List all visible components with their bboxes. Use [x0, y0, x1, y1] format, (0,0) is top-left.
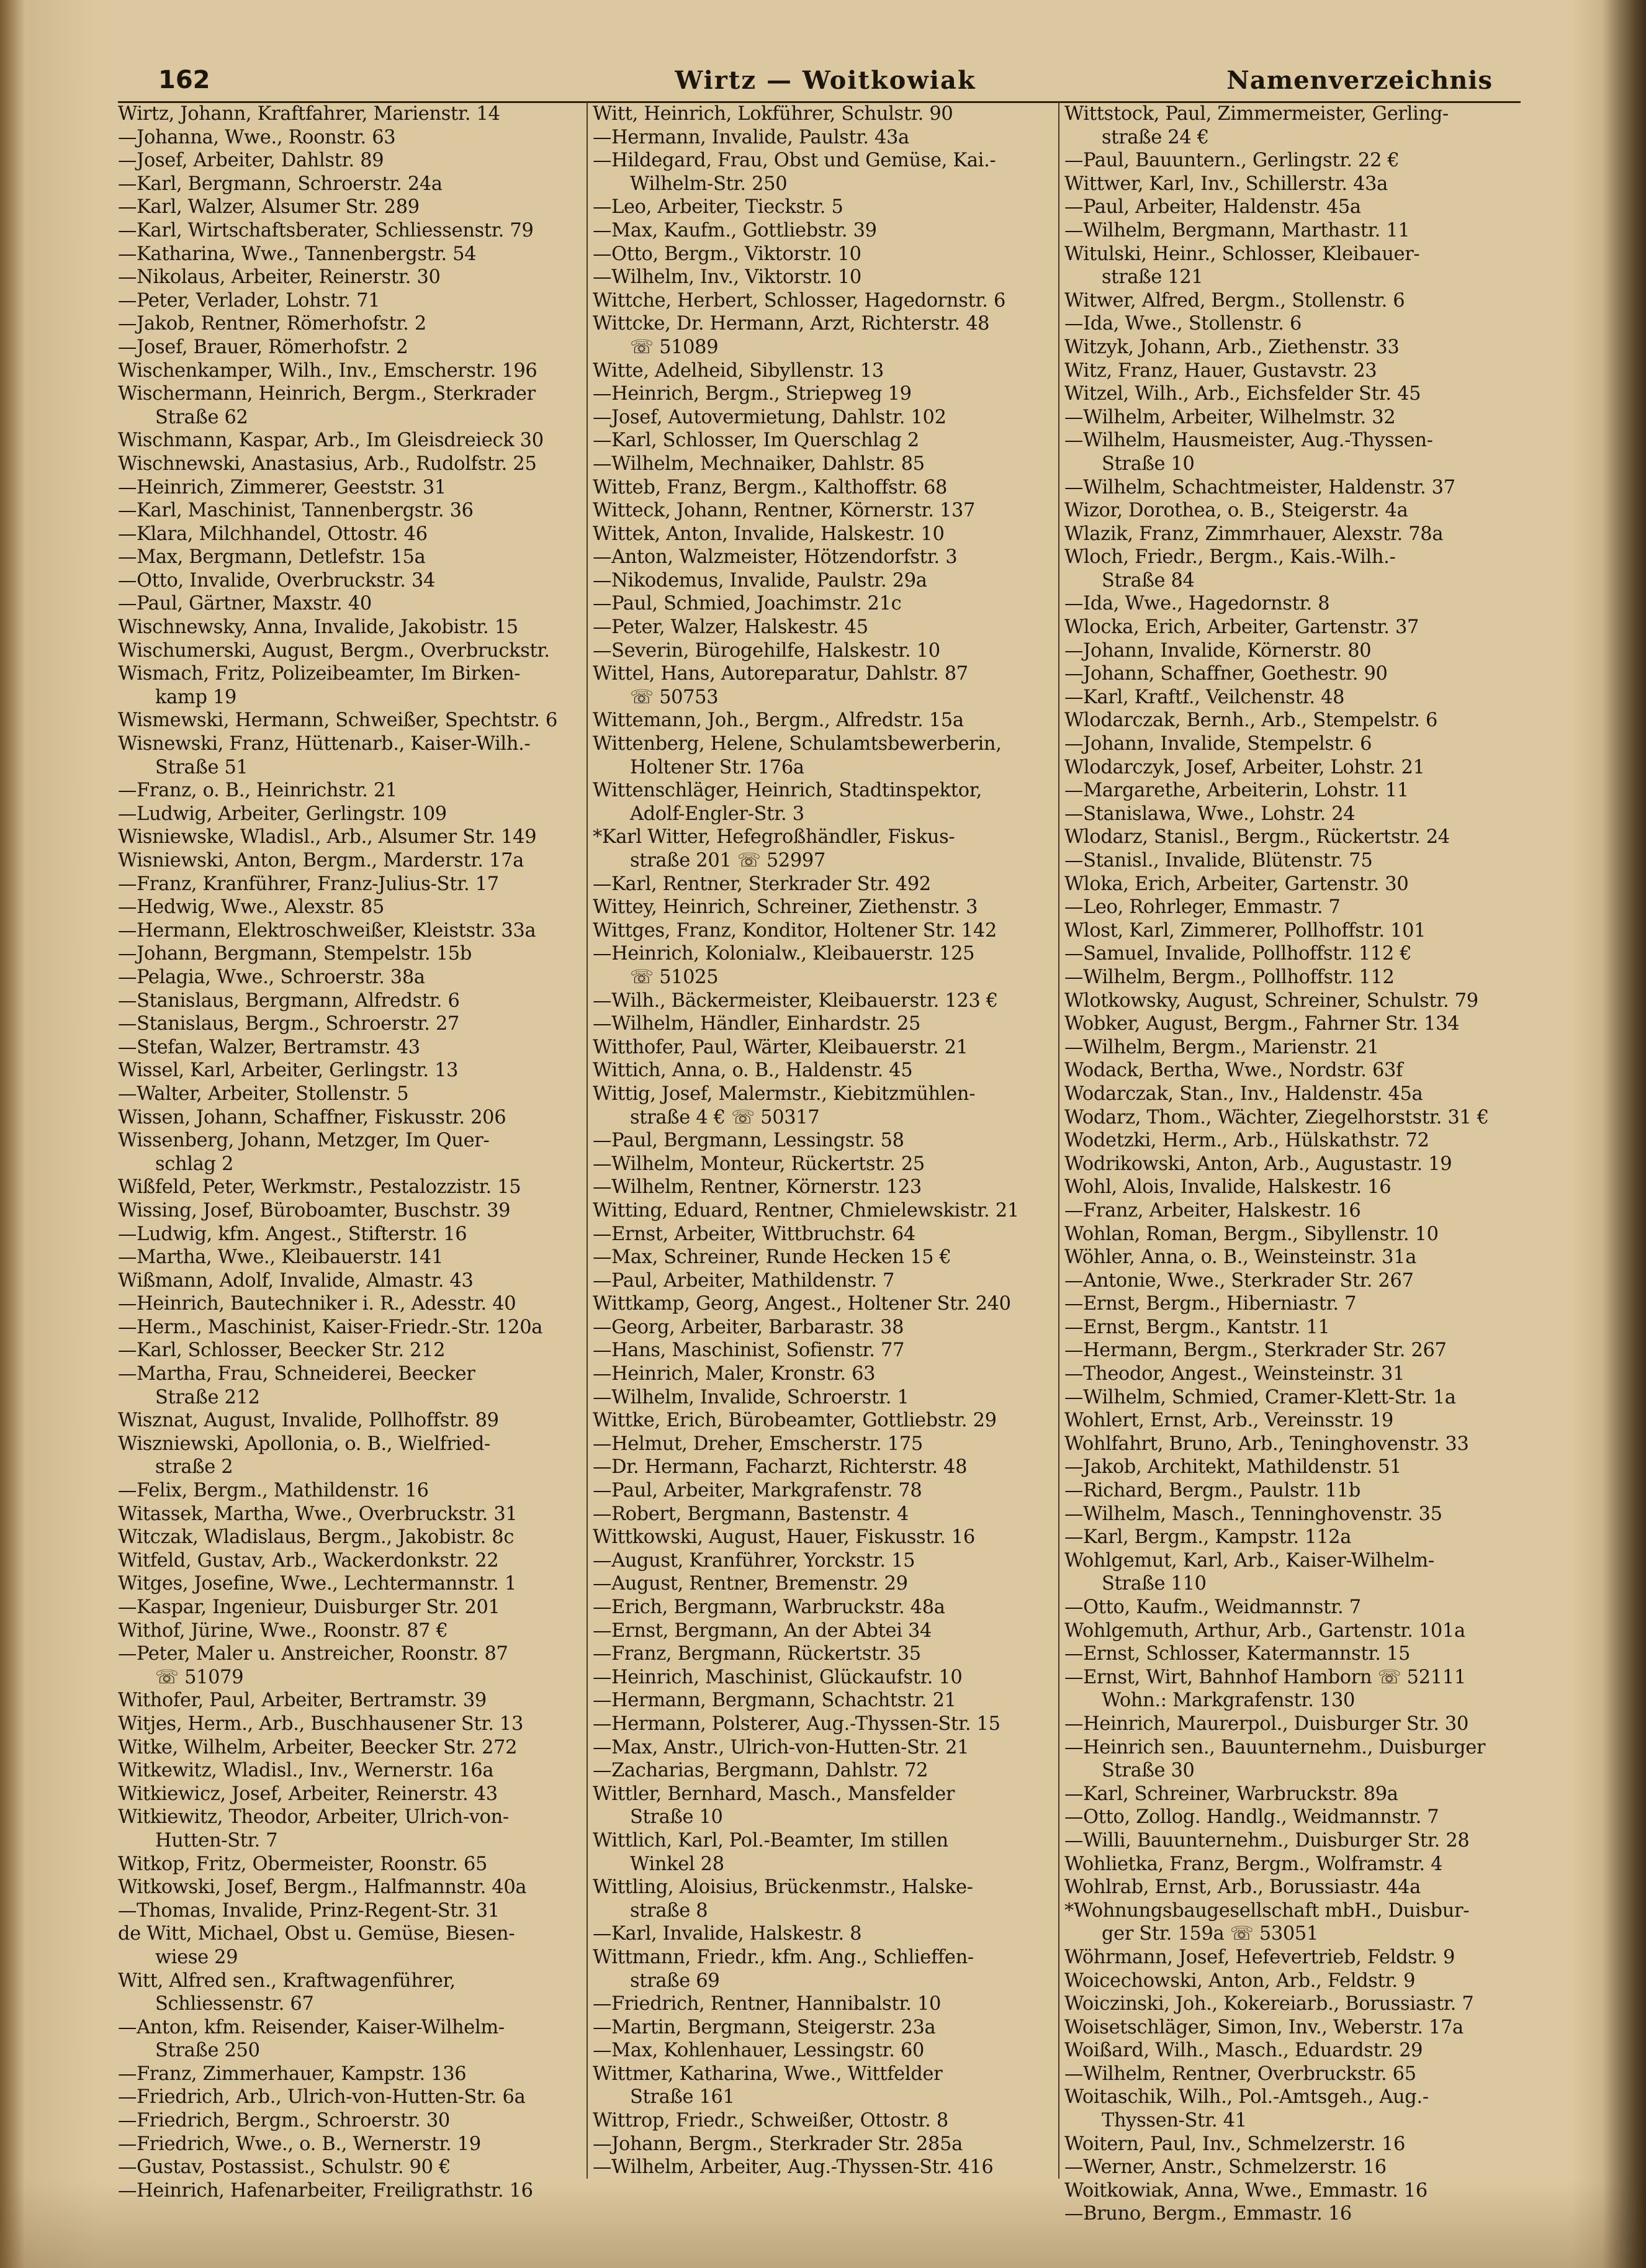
directory-entry: Wöhrmann, Josef, Hefevertrieb, Feldstr. 9: [1064, 1946, 1455, 1968]
directory-entry: —Paul, Schmied, Joachimstr. 21c: [593, 593, 902, 615]
directory-entry: —Ernst, Bergmann, An der Abtei 34: [593, 1619, 932, 1642]
directory-entry: —Stanislaus, Bergmann, Alfredstr. 6: [118, 989, 460, 1012]
directory-entry: Wittek, Anton, Invalide, Halskestr. 10: [593, 523, 945, 545]
directory-entry-continuation: ☏ 50753: [630, 686, 719, 708]
directory-entry: —Otto, Invalide, Overbruckstr. 34: [118, 569, 436, 592]
directory-entry: —Jakob, Rentner, Römerhofstr. 2: [118, 313, 426, 335]
directory-entry: —Johanna, Wwe., Roonstr. 63: [118, 126, 396, 148]
directory-entry: Wisznat, August, Invalide, Pollhoffstr. 89: [118, 1410, 499, 1432]
directory-entry: —Peter, Maler u. Anstreicher, Roonstr. 87: [118, 1643, 508, 1665]
directory-entry: —Karl, Walzer, Alsumer Str. 289: [118, 196, 420, 218]
directory-entry: —Johann, Invalide, Körnerstr. 80: [1064, 639, 1372, 662]
directory-entry: —Wilhelm, Rentner, Körnerstr. 123: [593, 1176, 922, 1199]
directory-entry: Wlodarczak, Bernh., Arb., Stempelstr. 6: [1064, 709, 1438, 732]
directory-entry: —Peter, Verlader, Lohstr. 71: [118, 289, 380, 312]
directory-entry: —Werner, Anstr., Schmelzerstr. 16: [1064, 2156, 1387, 2179]
directory-entry: —Wilhelm, Rentner, Overbruckstr. 65: [1064, 2063, 1416, 2085]
directory-entry: Wittenberg, Helene, Schulamtsbewerberin,: [593, 733, 1002, 755]
directory-entry: —Zacharias, Bergmann, Dahlstr. 72: [593, 1760, 929, 1782]
directory-entry: Wohlgemut, Karl, Arb., Kaiser-Wilhelm-: [1064, 1549, 1434, 1572]
directory-entry: —Stanisl., Invalide, Blütenstr. 75: [1064, 850, 1373, 871]
directory-entry: —Paul, Bergmann, Lessingstr. 58: [593, 1130, 904, 1152]
directory-entry: Wlazik, Franz, Zimmrhauer, Alexstr. 78a: [1064, 523, 1444, 545]
directory-entry: —Hermann, Polsterer, Aug.-Thyssen-Str. 15: [593, 1712, 1001, 1735]
page-edge-shadow-right: [1603, 0, 1646, 2268]
directory-entry: —Friedrich, Rentner, Hannibalstr. 10: [593, 1993, 942, 2015]
directory-entry: Wlodarz, Stanisl., Bergm., Rückertstr. 24: [1064, 826, 1450, 848]
directory-entry: —Stefan, Walzer, Bertramstr. 43: [118, 1036, 420, 1058]
directory-entry: Wohlan, Roman, Bergm., Sibyllenstr. 10: [1064, 1223, 1439, 1245]
directory-entry: —Wilh., Bäckermeister, Kleibauerstr. 123 €: [593, 989, 998, 1012]
directory-entry: —Walter, Arbeiter, Stollenstr. 5: [118, 1082, 409, 1105]
directory-entry: —Karl, Schlosser, Beecker Str. 212: [118, 1339, 446, 1362]
directory-entry: —Hildegard, Frau, Obst und Gemüse, Kai.-: [593, 150, 996, 172]
directory-entry: —Heinrich, Kolonialw., Kleibauerstr. 125: [593, 943, 975, 965]
directory-entry: Woisetschläger, Simon, Inv., Weberstr. 17a: [1064, 2016, 1464, 2038]
directory-entry: Wodarz, Thom., Wächter, Ziegelhorststr. 31 €: [1064, 1106, 1489, 1128]
directory-entry: —Josef, Arbeiter, Dahlstr. 89: [118, 150, 384, 172]
directory-entry: —Johann, Schaffner, Goethestr. 90: [1064, 663, 1388, 685]
directory-entry: Wohlgemuth, Arthur, Arb., Gartenstr. 101a: [1064, 1619, 1465, 1642]
directory-entry: Wittke, Erich, Bürobeamter, Gottliebstr. 29: [593, 1410, 997, 1432]
directory-entry: —Karl, Kraftf., Veilchenstr. 48: [1064, 686, 1345, 708]
directory-entry: Wittges, Franz, Konditor, Holtener Str. 142: [593, 919, 997, 942]
directory-entry-continuation: Wilhelm-Str. 250: [630, 173, 788, 195]
directory-entry: Witkowski, Josef, Bergm., Halfmannstr. 40a: [118, 1876, 527, 1899]
directory-entry: —Georg, Arbeiter, Barbarastr. 38: [593, 1316, 904, 1338]
directory-entry: Wittrop, Friedr., Schweißer, Ottostr. 8: [593, 2110, 948, 2132]
directory-entry: Withofer, Paul, Arbeiter, Bertramstr. 39: [118, 1690, 487, 1712]
directory-entry: Wissing, Josef, Büroboamter, Buschstr. 39: [118, 1199, 511, 1222]
directory-entry: —Karl, Rentner, Sterkrader Str. 492: [593, 873, 931, 895]
directory-entry: Wittig, Josef, Malermstr., Kiebitzmühlen-: [593, 1082, 976, 1105]
directory-entry-continuation: Straße 10: [1102, 452, 1195, 475]
directory-entry: Wirtz, Johann, Kraftfahrer, Marienstr. 14: [118, 103, 500, 125]
directory-entry: de Witt, Michael, Obst u. Gemüse, Biesen-: [118, 1923, 515, 1945]
directory-entry-continuation: Straße 212: [155, 1386, 260, 1408]
directory-entry: Witt, Alfred sen., Kraftwagenführer,: [118, 1969, 456, 1992]
directory-entry: —Thomas, Invalide, Prinz-Regent-Str. 31: [118, 1899, 500, 1922]
directory-entry: Witkewitz, Wladisl., Inv., Wernerstr. 16a: [118, 1760, 494, 1782]
directory-entry: —Ernst, Arbeiter, Wittbruchstr. 64: [593, 1223, 915, 1245]
directory-entry: Witteb, Franz, Bergm., Kalthoffstr. 68: [593, 476, 948, 498]
directory-entry-continuation: Adolf-Engler-Str. 3: [630, 803, 804, 825]
directory-entry: Wlodarczyk, Josef, Arbeiter, Lohstr. 21: [1064, 756, 1425, 778]
directory-entry: —Leo, Arbeiter, Tieckstr. 5: [593, 196, 843, 218]
directory-entry: —Wilhelm, Invalide, Schroerstr. 1: [593, 1386, 909, 1408]
directory-column-2: [593, 102, 1049, 2179]
directory-entry: Wlotkowsky, August, Schreiner, Schulstr. 79: [1064, 989, 1478, 1012]
directory-entry: Withof, Jürine, Wwe., Roonstr. 87 €: [118, 1619, 448, 1642]
directory-entry: —Otto, Bergm., Viktorstr. 10: [593, 243, 861, 265]
directory-entry: Wittel, Hans, Autoreparatur, Dahlstr. 87: [593, 663, 968, 685]
directory-entry: Wloka, Erich, Arbeiter, Gartenstr. 30: [1064, 873, 1409, 895]
directory-entry: —Wilhelm, Inv., Viktorstr. 10: [593, 266, 861, 289]
directory-entry: Wischnewski, Anastasius, Arb., Rudolfstr. 25: [118, 452, 537, 475]
directory-entry: —Felix, Bergm., Mathildenstr. 16: [118, 1480, 429, 1502]
directory-entry: Wischmann, Kaspar, Arb., Im Gleisdreieck 30: [118, 430, 544, 452]
directory-entry-continuation: Straße 161: [630, 2086, 735, 2108]
directory-entry: Witt, Heinrich, Lokführer, Schulstr. 90: [593, 103, 953, 125]
directory-entry: Wizor, Dorothea, o. B., Steigerstr. 4a: [1064, 500, 1408, 522]
directory-entry: —Stanislaus, Bergm., Schroerstr. 27: [118, 1013, 460, 1035]
directory-entry: Wischumerski, August, Bergm., Overbruckstr.: [118, 639, 550, 662]
directory-entry: —Anton, Walzmeister, Hötzendorfstr. 3: [593, 546, 958, 569]
directory-entry: —Karl, Bergmann, Schroerstr. 24a: [118, 173, 443, 195]
page-edge-shadow-left: [0, 0, 25, 2268]
page-header: [158, 61, 1493, 104]
directory-entry: —Ernst, Wirt, Bahnhof Hamborn ☏ 52111: [1064, 1666, 1466, 1688]
directory-entry: —Robert, Bergmann, Bastenstr. 4: [593, 1503, 909, 1525]
directory-entry: —Wilhelm, Schmied, Cramer-Klett-Str. 1a: [1064, 1386, 1456, 1408]
directory-entry: Wittwer, Karl, Inv., Schillerstr. 43a: [1064, 173, 1388, 195]
directory-entry: —Samuel, Invalide, Pollhoffstr. 112 €: [1064, 943, 1412, 965]
directory-entry: —Heinrich, Bergm., Striepweg 19: [593, 383, 912, 405]
directory-entry-continuation: ☏ 51025: [630, 966, 719, 988]
directory-entry: —Paul, Bauuntern., Gerlingstr. 22 €: [1064, 150, 1400, 172]
directory-entry: Witjes, Herm., Arb., Buschhausener Str. 13: [118, 1712, 523, 1735]
directory-entry: —Heinrich, Maler, Kronstr. 63: [593, 1363, 876, 1385]
directory-entry: Witkop, Fritz, Obermeister, Roonstr. 65: [118, 1853, 488, 1875]
directory-entry: Wohlert, Ernst, Arb., Vereinsstr. 19: [1064, 1410, 1393, 1432]
directory-entry: Witwer, Alfred, Bergm., Stollenstr. 6: [1064, 289, 1405, 312]
directory-entry-continuation: Wohn.: Markgrafenstr. 130: [1102, 1690, 1356, 1712]
directory-entry: Wohlfahrt, Bruno, Arb., Teninghovenstr. 33: [1064, 1433, 1469, 1455]
directory-entry: Wiszniewski, Apollonia, o. B., Wielfried-: [118, 1433, 490, 1455]
directory-entry: —Franz, Bergmann, Rückertstr. 35: [593, 1643, 921, 1665]
directory-entry: —Herm., Maschinist, Kaiser-Friedr.-Str. 120a: [118, 1316, 543, 1338]
directory-entry: Wodetzki, Herm., Arb., Hülskathstr. 72: [1064, 1130, 1429, 1152]
directory-entry: —Wilhelm, Arbeiter, Aug.-Thyssen-Str. 416: [593, 2156, 994, 2179]
column-divider: [587, 102, 588, 2179]
directory-entry: Wittemann, Joh., Bergm., Alfredstr. 15a: [593, 709, 964, 732]
column-divider: [1058, 102, 1059, 2179]
directory-entry-continuation: Straße 10: [630, 1806, 723, 1829]
directory-entry: —Ernst, Schlosser, Katermannstr. 15: [1064, 1643, 1411, 1665]
directory-entry-continuation: Schliessenstr. 67: [155, 1993, 314, 2015]
directory-entry: Wismewski, Hermann, Schweißer, Spechtstr. 6: [118, 709, 558, 732]
directory-entry-continuation: Thyssen-Str. 41: [1102, 2110, 1247, 2132]
directory-entry-continuation: straße 201 ☏ 52997: [630, 850, 826, 871]
directory-entry: —Hermann, Bergmann, Schachtstr. 21: [593, 1690, 956, 1712]
directory-entry-continuation: Straße 84: [1102, 569, 1195, 592]
directory-entry: —Wilhelm, Händler, Einhardstr. 25: [593, 1013, 921, 1035]
directory-entry: Wittlich, Karl, Pol.-Beamter, Im stillen: [593, 1829, 948, 1852]
directory-entry: —Karl, Invalide, Halskestr. 8: [593, 1923, 862, 1945]
directory-entry: —Klara, Milchhandel, Ottostr. 46: [118, 523, 428, 545]
directory-entry: Wohlrab, Ernst, Arb., Borussiastr. 44a: [1064, 1876, 1421, 1899]
directory-entry: Wisnewski, Franz, Hüttenarb., Kaiser-Wilh.-: [118, 733, 531, 755]
directory-entry: —Wilhelm, Masch., Tenninghovenstr. 35: [1064, 1503, 1442, 1525]
running-title: Wirtz — Woitkowiak: [675, 66, 976, 95]
directory-entry-continuation: Straße 51: [155, 756, 248, 778]
section-title: Namenverzeichnis: [1226, 66, 1493, 95]
directory-entry: Witthofer, Paul, Wärter, Kleibauerstr. 21: [593, 1036, 968, 1058]
directory-entry: —Paul, Gärtner, Maxstr. 40: [118, 593, 372, 615]
directory-entry: Wissel, Karl, Arbeiter, Gerlingstr. 13: [118, 1060, 459, 1082]
directory-entry: Wischenkamper, Wilh., Inv., Emscherstr. 196: [118, 359, 537, 382]
directory-entry: Wlocka, Erich, Arbeiter, Gartenstr. 37: [1064, 616, 1419, 639]
directory-entry-continuation: ☏ 51079: [155, 1666, 244, 1688]
directory-entry: *Karl Witter, Hefegroßhändler, Fiskus-: [593, 826, 955, 848]
directory-entry: Witkiewitz, Theodor, Arbeiter, Ulrich-von-: [118, 1806, 509, 1829]
directory-entry: Wittmer, Katharina, Wwe., Wittfelder: [593, 2063, 943, 2085]
directory-entry: —Gustav, Postassist., Schulstr. 90 €: [118, 2156, 451, 2179]
directory-entry: —Theodor, Angest., Weinsteinstr. 31: [1064, 1363, 1405, 1385]
directory-entry: —Ida, Wwe., Hagedornstr. 8: [1064, 593, 1330, 615]
directory-entry: —August, Rentner, Bremenstr. 29: [593, 1573, 908, 1595]
directory-entry: —Paul, Arbeiter, Haldenstr. 45a: [1064, 196, 1361, 218]
directory-entry: —Max, Bergmann, Detlefstr. 15a: [118, 546, 426, 569]
directory-entry: Wittler, Bernhard, Masch., Mansfelder: [593, 1783, 955, 1805]
page-number: 162: [158, 66, 210, 94]
directory-entry: —Heinrich, Maschinist, Glückaufstr. 10: [593, 1666, 963, 1688]
directory-entry: Wlost, Karl, Zimmerer, Pollhoffstr. 101: [1064, 919, 1426, 942]
directory-entry-continuation: wiese 29: [155, 1946, 238, 1968]
directory-entry: —Wilhelm, Bergm., Marienstr. 21: [1064, 1036, 1379, 1058]
directory-entry: —Antonie, Wwe., Sterkrader Str. 267: [1064, 1269, 1414, 1292]
directory-entry-continuation: Straße 250: [155, 2040, 260, 2062]
directory-entry: —Severin, Bürogehilfe, Halskestr. 10: [593, 639, 940, 662]
directory-entry: —Bruno, Bergm., Emmastr. 16: [1064, 2203, 1352, 2225]
directory-entry: Wittenschläger, Heinrich, Stadtinspektor,: [593, 780, 982, 802]
directory-entry: —Anton, kfm. Reisender, Kaiser-Wilhelm-: [118, 2016, 505, 2038]
directory-entry: Witteck, Johann, Rentner, Körnerstr. 137: [593, 500, 976, 522]
directory-entry-continuation: straße 121: [1102, 266, 1203, 289]
directory-entry: Wischermann, Heinrich, Bergm., Sterkrader: [118, 383, 536, 405]
directory-entry-continuation: Straße 62: [155, 406, 248, 428]
directory-entry: —Wilhelm, Schachtmeister, Haldenstr. 37: [1064, 476, 1455, 498]
directory-entry: —Wilhelm, Monteur, Rückertstr. 25: [593, 1153, 925, 1175]
directory-entry-continuation: Hutten-Str. 7: [155, 1829, 278, 1852]
directory-entry-continuation: kamp 19: [155, 686, 237, 708]
directory-entry: —Hermann, Elektroschweißer, Kleiststr. 33a: [118, 919, 536, 942]
directory-entry: —Kaspar, Ingenieur, Duisburger Str. 201: [118, 1596, 500, 1618]
directory-entry: —Katharina, Wwe., Tannenbergstr. 54: [118, 243, 477, 265]
directory-entry: —Friedrich, Bergm., Schroerstr. 30: [118, 2110, 450, 2132]
directory-entry: Witzyk, Johann, Arb., Ziethenstr. 33: [1064, 336, 1400, 358]
directory-entry: —Richard, Bergm., Paulstr. 11b: [1064, 1480, 1361, 1502]
directory-entry: —Wilhelm, Mechnaiker, Dahlstr. 85: [593, 452, 925, 475]
directory-entry: Woiczinski, Joh., Kokereiarb., Borussiastr. 7: [1064, 1993, 1474, 2015]
directory-entry: —Friedrich, Arb., Ulrich-von-Hutten-Str. 6a: [118, 2086, 526, 2108]
directory-entry: Wittstock, Paul, Zimmermeister, Gerling-: [1064, 103, 1449, 125]
directory-entry: —Martha, Wwe., Kleibauerstr. 141: [118, 1246, 444, 1269]
directory-entry: Wittich, Anna, o. B., Haldenstr. 45: [593, 1060, 913, 1082]
directory-entry: *Wohnungsbaugesellschaft mbH., Duisbur-: [1064, 1899, 1470, 1922]
directory-entry: Wöhler, Anna, o. B., Weinsteinstr. 31a: [1064, 1246, 1417, 1269]
directory-entry: —Wilhelm, Bergmann, Marthastr. 11: [1064, 219, 1410, 241]
directory-entry: —Franz, Zimmerhauer, Kampstr. 136: [118, 2063, 467, 2085]
directory-entry: —Helmut, Dreher, Emscherstr. 175: [593, 1433, 923, 1455]
directory-entry: —Franz, Kranführer, Franz-Julius-Str. 17: [118, 873, 499, 895]
directory-entry: —Franz, o. B., Heinrichstr. 21: [118, 780, 398, 802]
directory-entry: Wißmann, Adolf, Invalide, Almastr. 43: [118, 1269, 474, 1292]
directory-entry: Wittkamp, Georg, Angest., Holtener Str. 240: [593, 1293, 1011, 1315]
directory-entry: —Johann, Bergmann, Stempelstr. 15b: [118, 943, 472, 965]
directory-entry: —Peter, Walzer, Halskestr. 45: [593, 616, 868, 639]
directory-entry: —Max, Kaufm., Gottliebstr. 39: [593, 219, 877, 241]
directory-entry: —Wilhelm, Bergm., Pollhoffstr. 112: [1064, 966, 1395, 988]
directory-entry: Wohlietka, Franz, Bergm., Wolframstr. 4: [1064, 1853, 1443, 1875]
directory-entry: —Otto, Zollog. Handlg., Weidmannstr. 7: [1064, 1806, 1439, 1829]
directory-entry: —Heinrich, Maurerpol., Duisburger Str. 30: [1064, 1712, 1468, 1735]
directory-entry: —Karl, Wirtschaftsberater, Schliessenstr. 79: [118, 219, 534, 241]
directory-entry-continuation: ger Str. 159a ☏ 53051: [1102, 1923, 1318, 1945]
directory-entry-continuation: straße 24 €: [1102, 126, 1209, 148]
directory-entry: Wobker, August, Bergm., Fahrner Str. 134: [1064, 1013, 1460, 1035]
directory-entry: —Pelagia, Wwe., Schroerstr. 38a: [118, 966, 425, 988]
directory-entry: Wißfeld, Peter, Werkmstr., Pestalozzistr. 15: [118, 1176, 521, 1199]
directory-entry: —Paul, Arbeiter, Mathildenstr. 7: [593, 1269, 895, 1292]
directory-entry: —Heinrich, Bautechniker i. R., Adesstr. 40: [118, 1293, 516, 1315]
directory-entry: —Karl, Bergm., Kampstr. 112a: [1064, 1526, 1352, 1549]
directory-entry: —Johann, Bergm., Sterkrader Str. 285a: [593, 2133, 963, 2155]
directory-entry: —Hedwig, Wwe., Alexstr. 85: [118, 896, 385, 919]
directory-entry: —Wilhelm, Hausmeister, Aug.-Thyssen-: [1064, 430, 1433, 452]
directory-entry: —Josef, Brauer, Römerhofstr. 2: [118, 336, 408, 358]
directory-entry: Wohl, Alois, Invalide, Halskestr. 16: [1064, 1176, 1392, 1199]
directory-entry: —Karl, Schlosser, Im Querschlag 2: [593, 430, 919, 452]
directory-entry: —Hermann, Bergm., Sterkrader Str. 267: [1064, 1339, 1447, 1362]
directory-entry: Witulski, Heinr., Schlosser, Kleibauer-: [1064, 243, 1420, 265]
directory-entry: Witzel, Wilh., Arb., Eichsfelder Str. 45: [1064, 383, 1421, 405]
directory-entry: —Otto, Kaufm., Weidmannstr. 7: [1064, 1596, 1361, 1618]
directory-entry: Woitkowiak, Anna, Wwe., Emmastr. 16: [1064, 2179, 1428, 2202]
directory-entry-continuation: straße 4 € ☏ 50317: [630, 1106, 820, 1128]
directory-entry-continuation: straße 8: [630, 1899, 708, 1922]
directory-entry: Witfeld, Gustav, Arb., Wackerdonkstr. 22: [118, 1549, 499, 1572]
directory-entry: —Karl, Schreiner, Warbruckstr. 89a: [1064, 1783, 1398, 1805]
directory-entry: —Josef, Autovermietung, Dahlstr. 102: [593, 406, 947, 428]
directory-entry: Wismach, Fritz, Polizeibeamter, Im Birken-: [118, 663, 521, 685]
directory-entry: Wittling, Aloisius, Brückenmstr., Halske-: [593, 1876, 973, 1899]
directory-entry: Witte, Adelheid, Sibyllenstr. 13: [593, 359, 884, 382]
directory-entry: Woißard, Wilh., Masch., Eduardstr. 29: [1064, 2040, 1423, 2062]
directory-entry-continuation: Winkel 28: [630, 1853, 724, 1875]
directory-entry: —Hans, Maschinist, Sofienstr. 77: [593, 1339, 905, 1362]
directory-entry-continuation: Straße 30: [1102, 1760, 1195, 1782]
directory-entry: Woicechowski, Anton, Arb., Feldstr. 9: [1064, 1969, 1416, 1992]
directory-entry: —Wilhelm, Arbeiter, Wilhelmstr. 32: [1064, 406, 1396, 428]
directory-entry: —Stanislawa, Wwe., Lohstr. 24: [1064, 803, 1356, 825]
directory-entry: Wisniewski, Anton, Bergm., Marderstr. 17a: [118, 850, 524, 871]
directory-entry: Wittche, Herbert, Schlosser, Hagedornstr. 6: [593, 289, 1006, 312]
directory-entry: Wittkowski, August, Hauer, Fiskusstr. 16: [593, 1526, 975, 1549]
directory-entry: —Ernst, Bergm., Hiberniastr. 7: [1064, 1293, 1357, 1315]
directory-entry: —Dr. Hermann, Facharzt, Richterstr. 48: [593, 1456, 968, 1478]
directory-entry: Witting, Eduard, Rentner, Chmielewskistr. 21: [593, 1199, 1019, 1222]
directory-entry: —Max, Anstr., Ulrich-von-Hutten-Str. 21: [593, 1736, 969, 1758]
directory-entry: —Max, Kohlenhauer, Lessingstr. 60: [593, 2040, 925, 2062]
directory-entry: Wittey, Heinrich, Schreiner, Ziethenstr. 3: [593, 896, 978, 919]
directory-entry: —Max, Schreiner, Runde Hecken 15 €: [593, 1246, 951, 1269]
directory-entry: —Ernst, Bergm., Kantstr. 11: [1064, 1316, 1330, 1338]
directory-entry-continuation: straße 69: [630, 1969, 720, 1992]
directory-column-1: [118, 102, 574, 2202]
directory-entry: —Nikodemus, Invalide, Paulstr. 29a: [593, 569, 927, 592]
directory-entry: Wodrikowski, Anton, Arb., Augustastr. 19: [1064, 1153, 1452, 1175]
directory-entry: Wittcke, Dr. Hermann, Arzt, Richterstr. 48: [593, 313, 990, 335]
directory-entry: Wisniewske, Wladisl., Arb., Alsumer Str. 149: [118, 826, 537, 848]
directory-entry: Witkiewicz, Josef, Arbeiter, Reinerstr. 43: [118, 1783, 498, 1805]
directory-entry: —Erich, Bergmann, Warbruckstr. 48a: [593, 1596, 945, 1618]
directory-entry-continuation: ☏ 51089: [630, 336, 719, 358]
directory-entry: —August, Kranführer, Yorckstr. 15: [593, 1549, 915, 1572]
directory-entry: Witke, Wilhelm, Arbeiter, Beecker Str. 272: [118, 1736, 518, 1758]
directory-entry: —Willi, Bauunternehm., Duisburger Str. 28: [1064, 1829, 1470, 1852]
directory-entry: —Ludwig, kfm. Angest., Stifterstr. 16: [118, 1223, 467, 1245]
directory-entry: —Margarethe, Arbeiterin, Lohstr. 11: [1064, 780, 1409, 802]
directory-entry: Witczak, Wladislaus, Bergm., Jakobistr. 8c: [118, 1526, 515, 1549]
directory-entry-continuation: Straße 110: [1102, 1573, 1207, 1595]
directory-entry: Witassek, Martha, Wwe., Overbruckstr. 31: [118, 1503, 518, 1525]
directory-entry: —Leo, Rohrleger, Emmastr. 7: [1064, 896, 1341, 919]
directory-entry-continuation: Holtener Str. 176a: [630, 756, 804, 778]
directory-entry: Wodarczak, Stan., Inv., Haldenstr. 45a: [1064, 1082, 1423, 1105]
directory-entry: —Hermann, Invalide, Paulstr. 43a: [593, 126, 909, 148]
directory-entry: —Martin, Bergmann, Steigerstr. 23a: [593, 2016, 936, 2038]
directory-entry: —Nikolaus, Arbeiter, Reinerstr. 30: [118, 266, 441, 289]
directory-entry: —Ludwig, Arbeiter, Gerlingstr. 109: [118, 803, 447, 825]
directory-entry: Wittmann, Friedr., kfm. Ang., Schlieffen-: [593, 1946, 974, 1968]
directory-entry: Woitern, Paul, Inv., Schmelzerstr. 16: [1064, 2133, 1406, 2155]
directory-entry: —Friedrich, Wwe., o. B., Wernerstr. 19: [118, 2133, 481, 2155]
directory-entry: Witz, Franz, Hauer, Gustavstr. 23: [1064, 359, 1377, 382]
directory-entry: —Martha, Frau, Schneiderei, Beecker: [118, 1363, 475, 1385]
directory-entry: —Heinrich sen., Bauunternehm., Duisburger: [1064, 1736, 1486, 1758]
directory-entry: —Heinrich, Zimmerer, Geeststr. 31: [118, 476, 446, 498]
directory-entry: Woitaschik, Wilh., Pol.-Amtsgeh., Aug.-: [1064, 2086, 1429, 2108]
directory-entry-continuation: schlag 2: [155, 1153, 234, 1175]
directory-entry: —Johann, Invalide, Stempelstr. 6: [1064, 733, 1372, 755]
directory-column-3: [1064, 102, 1527, 2226]
directory-entry: Wischnewsky, Anna, Invalide, Jakobistr. 15: [118, 616, 518, 639]
directory-entry: —Heinrich, Hafenarbeiter, Freiligrathstr. 16: [118, 2179, 533, 2202]
directory-entry: Wodack, Bertha, Wwe., Nordstr. 63f: [1064, 1060, 1403, 1082]
directory-entry: Wissenberg, Johann, Metzger, Im Quer-: [118, 1130, 490, 1152]
directory-entry: —Karl, Maschinist, Tannenbergstr. 36: [118, 500, 474, 522]
directory-entry: Witges, Josefine, Wwe., Lechtermannstr. 1: [118, 1573, 517, 1595]
directory-entry: —Franz, Arbeiter, Halskestr. 16: [1064, 1199, 1361, 1222]
directory-entry: —Paul, Arbeiter, Markgrafenstr. 78: [593, 1480, 922, 1502]
directory-entry: —Ida, Wwe., Stollenstr. 6: [1064, 313, 1302, 335]
directory-entry: Wissen, Johann, Schaffner, Fiskusstr. 206: [118, 1106, 506, 1128]
directory-entry: Wloch, Friedr., Bergm., Kais.-Wilh.-: [1064, 546, 1396, 569]
directory-entry-continuation: straße 2: [155, 1456, 233, 1478]
directory-entry: —Jakob, Architekt, Mathildenstr. 51: [1064, 1456, 1402, 1478]
